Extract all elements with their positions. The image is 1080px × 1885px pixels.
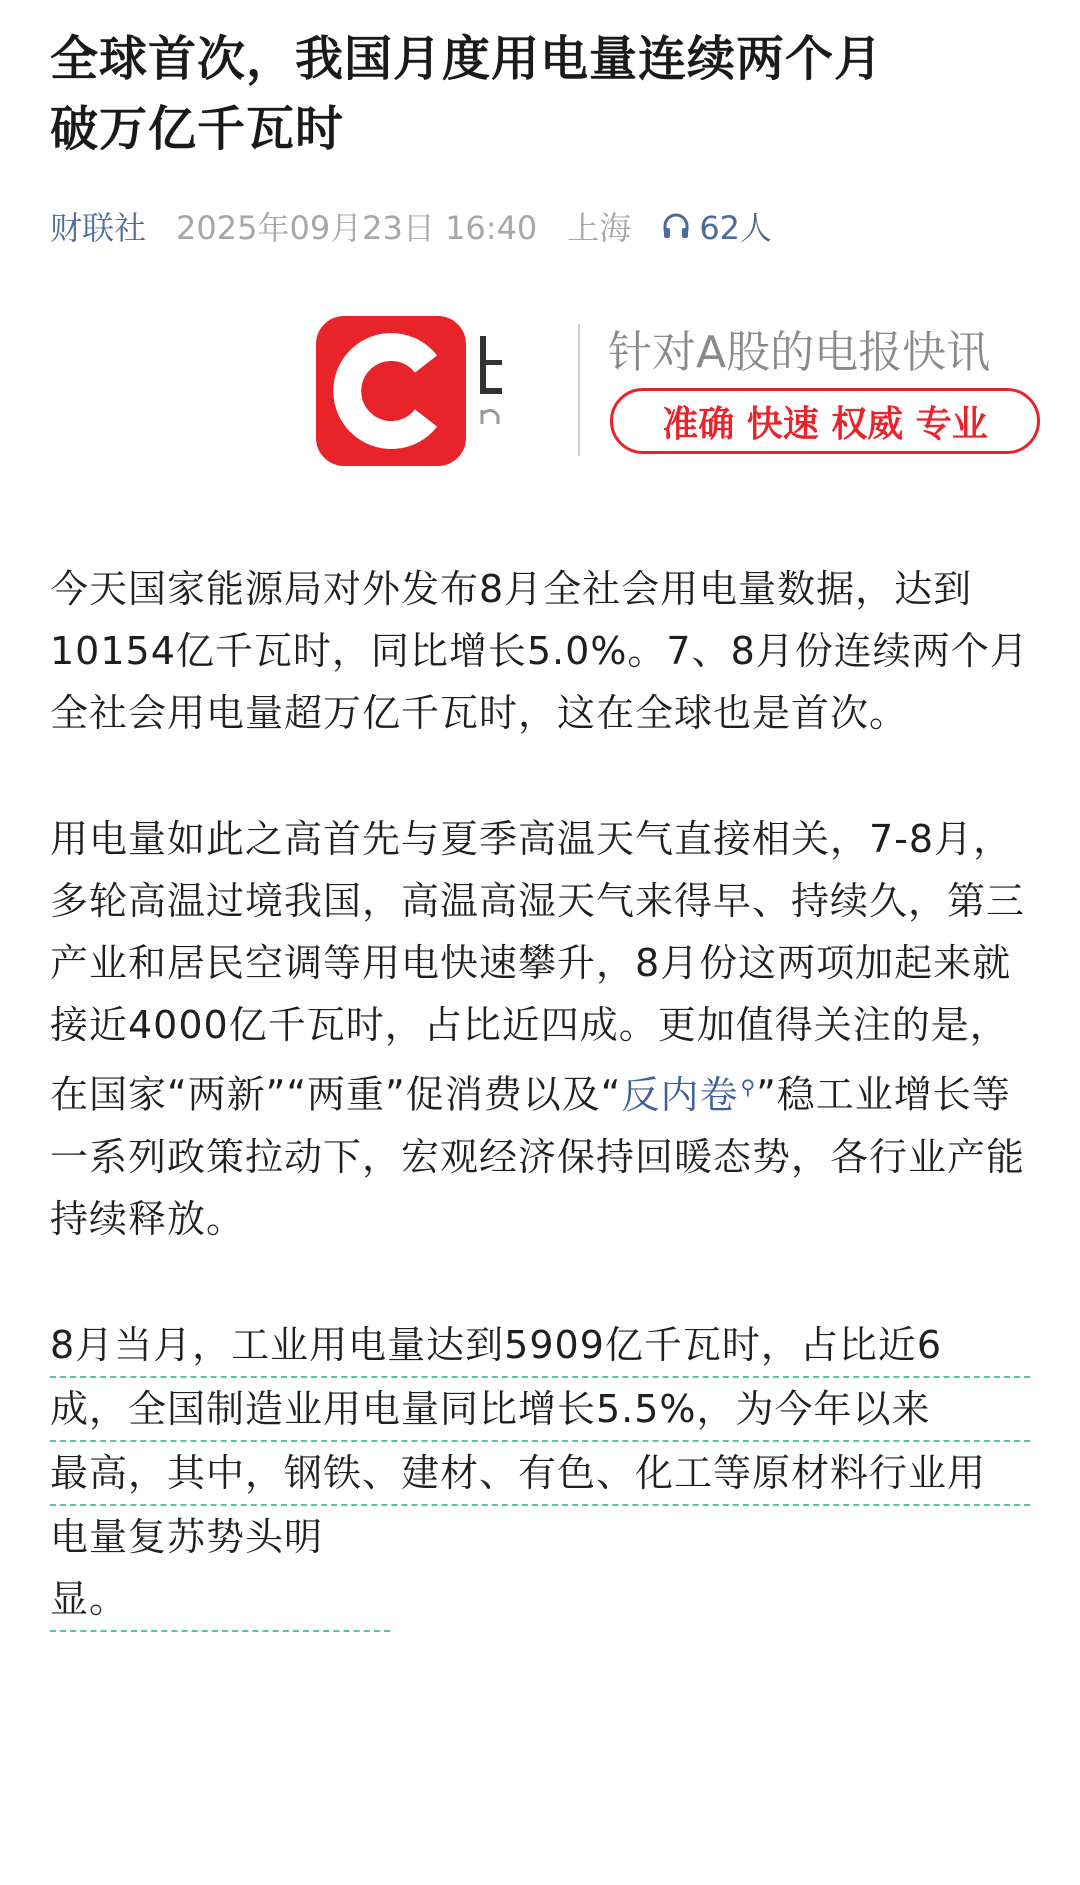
title-line-2: 破万亿千瓦时 (50, 101, 345, 157)
article (50, 0, 1030, 1696)
paragraph-2-text-a: 用电量如此之高首先与夏季高温天气直接相关，7-8月，多轮高温过境我国，高温高湿天气来得早、持续久，第三产业和居民空调等用电快速攀升，8月份这两项加起来就接近4000亿千瓦时，占比近四成。更加值得关注的是，在国家“两新”“两重”促消费以及“ (50, 817, 1026, 1117)
highlighted-line: 成，全国制造业用电量同比增长5.5%，为今年以来 (50, 1378, 1030, 1442)
cls-logo (316, 316, 466, 466)
anti-involution-link[interactable] (621, 1073, 756, 1117)
banner-divider (578, 324, 580, 456)
listener-count: 62人 (699, 209, 773, 247)
highlighted-line: 最高，其中，钢铁、建材、有色、化工等原材料行业用 (50, 1442, 1030, 1506)
highlighted-line: 8月当月，工业用电量达到5909亿千瓦时，占比近6 (50, 1314, 1030, 1378)
publish-datetime: 2025年09月23日 16:40 (176, 209, 538, 247)
paragraph-3[interactable] (50, 1314, 1030, 1632)
paragraph-2-text-b: ”稳工业增长等一系列政策拉动下，宏观经济保持回暖态势，各行业产能持续释放。 (50, 1072, 1026, 1241)
highlighted-line: 电量复苏势头明显。 (50, 1506, 390, 1632)
wordmark-fragment-icon (480, 336, 540, 446)
article-body (50, 558, 1030, 1632)
cls-logo-letter-icon (316, 316, 466, 466)
article-meta (50, 202, 1030, 250)
listen-button[interactable] (661, 203, 772, 249)
banner-tagline: 针对A股的电报快讯 (608, 327, 991, 378)
brand-banner[interactable] (50, 310, 1030, 470)
title-line-1: 全球首次，我国月度用电量连续两个月 (50, 31, 884, 87)
paragraph-2 (50, 808, 1030, 1250)
logo-wordmark-fragment (480, 336, 540, 446)
source-link[interactable]: 财联社 (50, 209, 147, 247)
article-title (50, 0, 1030, 164)
search-icon: ⚲ (740, 1075, 757, 1099)
paragraph-1: 今天国家能源局对外发布8月全社会用电量数据，达到10154亿千瓦时，同比增长5.0%。7、8月份连续两个月全社会用电量超万亿千瓦时，这在全球也是首次。 (50, 567, 1029, 735)
headphones-icon (661, 211, 691, 241)
link-text: 反内卷 (621, 1072, 739, 1117)
publish-location: 上海 (567, 209, 632, 247)
banner-pill: 准确 快速 权威 专业 (610, 388, 1040, 454)
